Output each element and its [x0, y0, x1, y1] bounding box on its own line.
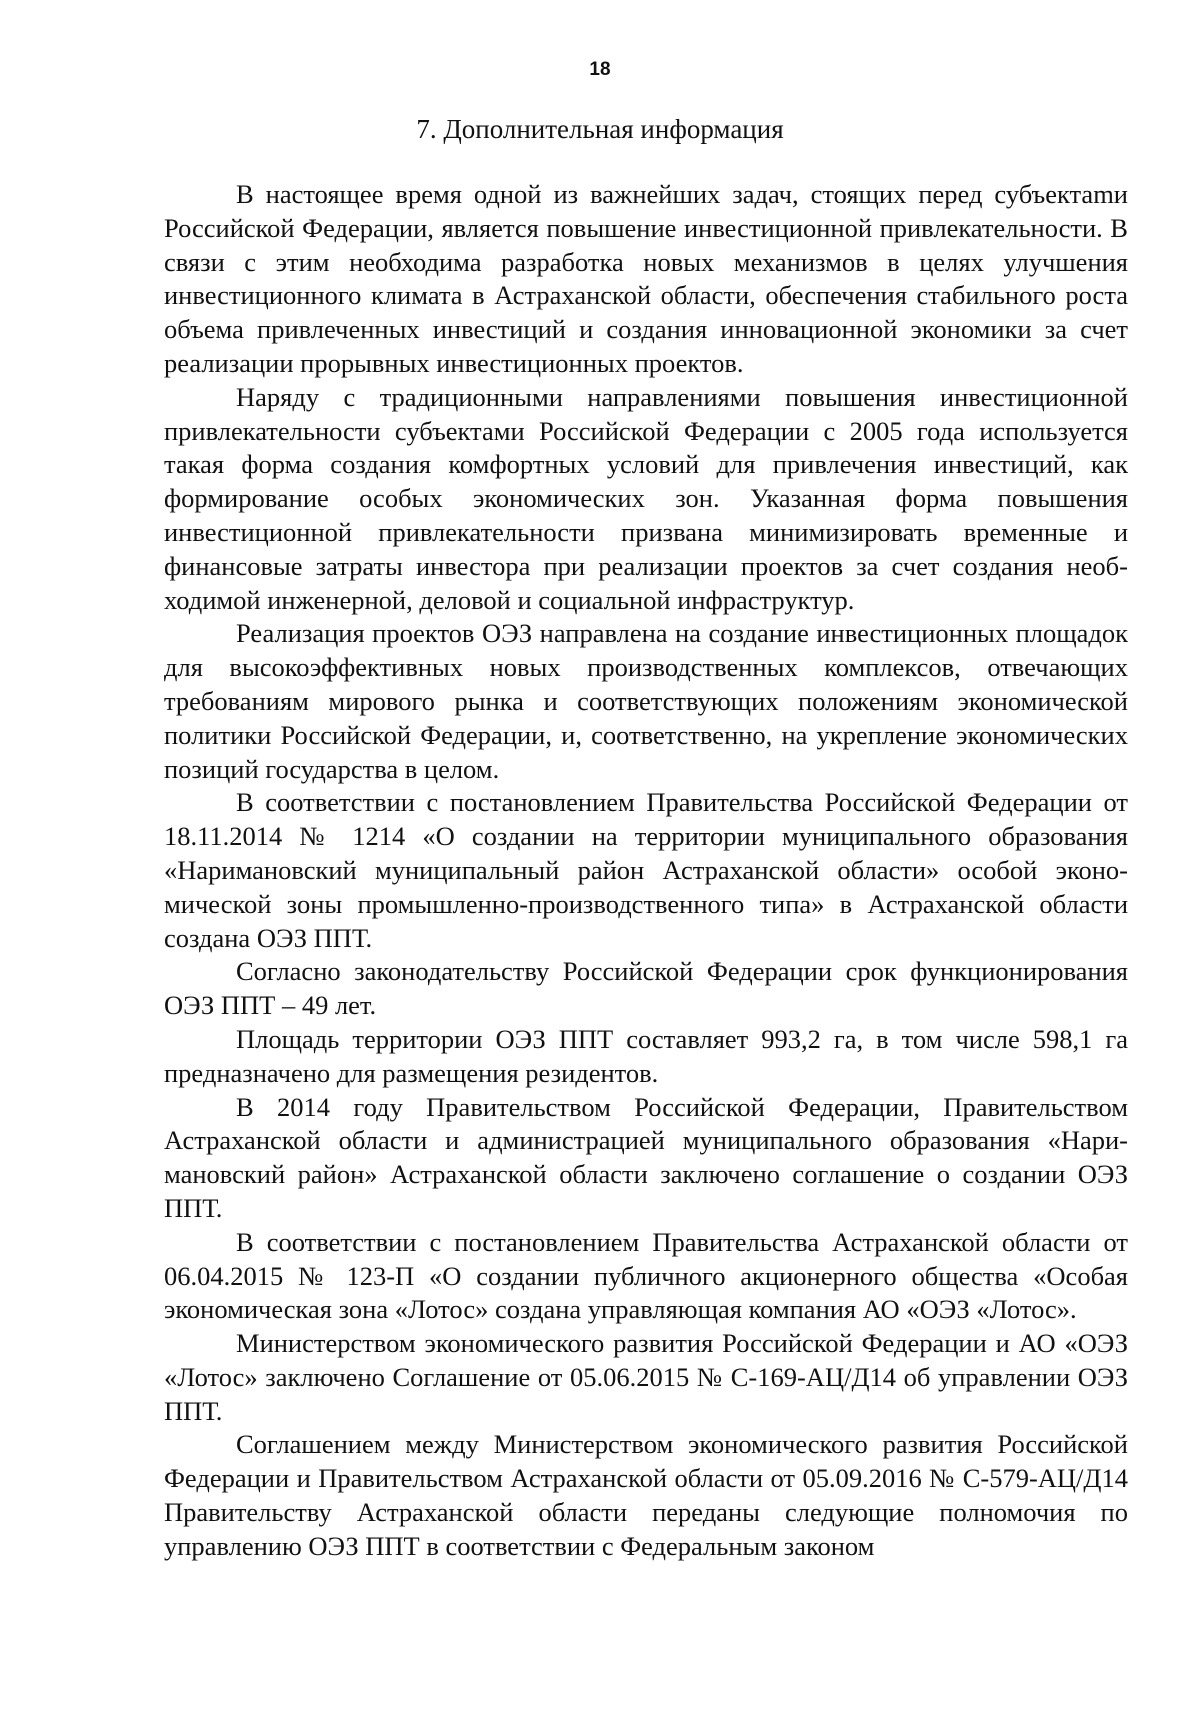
body-text — [164, 178, 1128, 1564]
paragraph: В настоящее время одной из важнейших задач, стоящих перед субъектаmи Российской Федерации, является повышение инвестиционной привлекательности. В связи с этим необходима разработка новых механизмов в целях улучшения инвестиционного климата в Астраханской области, обеспечения стабильного роста объема привлеченных инвестиций и создания инновационной экономики за счет реализации прорывных инвестиционных проектов. — [164, 179, 1128, 378]
paragraph: В соответствии с постановлением Правительства Российской Федерации от 18.11.2014 № 1214 «О создании на территории муниципального образования «Наримановский муниципальный район Астраханской области» особой экономической зоны промышленно-производственного типа» в Астраханской области создана ОЭЗ ППТ. — [164, 787, 1128, 953]
paragraph: Реализация проектов ОЭЗ направлена на создание инвестиционных площадок для высокоэффективных новых производственных комплексов, отвечающих требованиям мирового рынка и соответствующих положениям экономической политики Российской Федерации, и, соответственно, на укрепление экономических позиций государства в целом. — [164, 618, 1128, 784]
paragraph: Соглашением между Министерством экономического развития Российской Федерации и Правительством Астраханской области от 05.09.2016 № С-579-АЦ/Д14 Правительству Астраханской области переданы следующие полномочия по управлению ОЭЗ ППТ в соответствии с Федеральным законом — [164, 1429, 1128, 1561]
paragraph: Министерством экономического развития Российской Федерации и АО «ОЭЗ «Лотос» заключено Соглашение от 05.06.2015 № С-169-АЦ/Д14 об управлении ОЭЗ ППТ. — [164, 1328, 1128, 1426]
section-title: 7. Дополнительная информация — [416, 114, 784, 144]
paragraph: Площадь территории ОЭЗ ППТ составляет 993,2 га, в том числе 598,1 га предназначено для размещения резидентов. — [164, 1023, 1128, 1088]
page-number: 18 — [589, 59, 611, 80]
paragraph: В 2014 году Правительством Российской Федерации, Правительством Астраханской области и администрацией муниципального образования «Наримановский район» Астраханской области заключено соглашение о создании ОЭЗ ППТ. — [164, 1091, 1128, 1223]
paragraph: В соответствии с постановлением Правительства Астраханской области от 06.04.2015 № 123-П «О создании публичного акционерного общества «Особая экономическая зона «Лотос» создана управляющая компания АО «ОЭЗ «Лотос». — [164, 1226, 1128, 1325]
paragraph: Наряду с традиционными направлениями повышения инвестиционной привлекательности субъектами Российской Федерации с 2005 года используется такая форма создания комфортных условий для привлечения инвестиций, как формирование особых экономических зон. Указанная форма повышения инвестиционной привлекательности призвана минимизировать временные и финансовые затраты инвестора при реализации проектов за счет создания необходимой инженерной, деловой и социальной инфраструктур. — [164, 381, 1128, 615]
paragraph: Согласно законодательству Российской Федерации срок функционирования ОЭЗ ППТ – 49 лет. — [164, 956, 1128, 1021]
